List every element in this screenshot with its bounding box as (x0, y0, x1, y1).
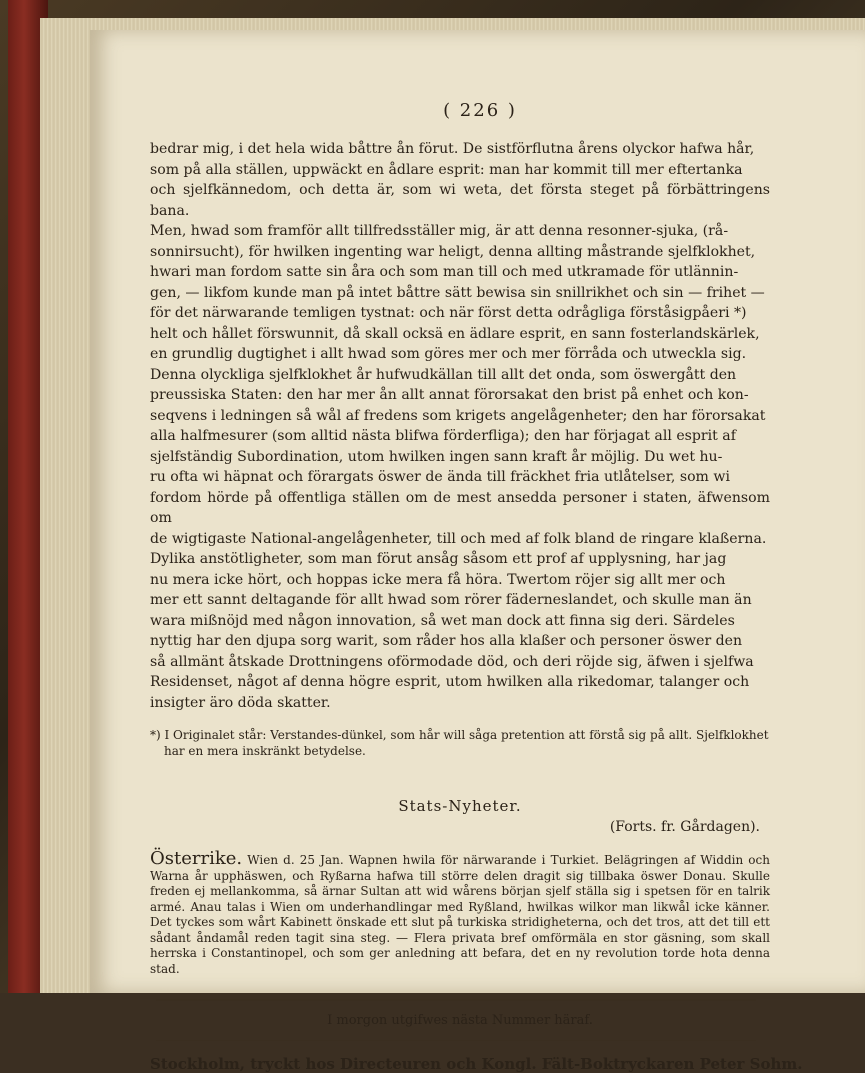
text-line: gen, — likfom kunde man på intet båttre sätt bewisa sin snillrikhet och sin — frihet — (150, 284, 765, 301)
text-line: en grundlig dugtighet i allt hwad som göres mer och mer förråda och utweckla sig. (150, 346, 747, 362)
text-line: bedrar mig, i det hela wida båttre ån förut. De sistförflutna årens olyckor hafwa hår, (150, 141, 755, 157)
divider-rule-thin (156, 1040, 756, 1041)
text-line: och sjelfkännedom, och detta är, som wi weta, det första steget på förbättringens bana. (150, 182, 770, 219)
next-issue-notice: I morgon utgifwes nästa Nummer häraf. (327, 1013, 593, 1028)
main-text (150, 139, 770, 713)
text-line: fordom hörde på offentliga ställen om de mest ansedda personer i staten, äfwensom om (150, 489, 770, 526)
divider-rule (156, 999, 756, 1001)
text-line: Dylika anstötligheter, som man förut ansåg såsom ett prof af upplysning, har jag (150, 551, 727, 567)
text-line: sonnirsucht), för hwilken ingenting war heligt, denna allting måstrande sjelfklokhet, (150, 243, 756, 260)
text-line: insigter äro döda skatter. (150, 694, 331, 711)
text-line: för det närwarande temligen tystnat: och när först detta odrågliga förståsigpåeri *) (150, 305, 747, 321)
text-line: wara mißnöjd med någon innovation, så wet man dock att finna sig deri. Särdeles (150, 612, 735, 629)
text-line: helt och hållet förswunnit, då skall ocksä en ädlare esprit, en sann fosterlandskärlek, (150, 325, 760, 342)
continuation-note: (Forts. fr. Gårdagen). (609, 819, 760, 835)
book-page (90, 30, 865, 1073)
text-line: nu mera icke hört, och hoppas icke mera få höra. Twertom röjer sig allt mer och (150, 571, 726, 588)
text-line: som på alla ställen, uppwäckt en ådlare esprit: man har kommit till mer eftertanka (150, 161, 743, 178)
footnote: *) I Originalet står: Verstandes-dünkel, som hår will såga pretention att förstå sig på allt. Sjelfklokhet har en mera inskränkt betydelse. (150, 728, 769, 758)
section-title: Stats-Nyheter. (398, 797, 522, 815)
page-content (150, 100, 803, 1073)
text-line: hwari man fordom satte sin åra och som man till och med utkramade för utlännin- (150, 264, 739, 280)
text-line: alla halfmesurer (som alltid nästa blifwa förderfliga); den har förjagat all esprit af (150, 428, 736, 444)
text-line: preussiska Staten: den har mer ån allt annat förorsakat den brist på enhet och kon- (150, 387, 749, 403)
page-number: ( 226 ) (443, 100, 517, 121)
printer-imprint: Stockholm, tryckt hos Directeuren och Kongl. Fält-Boktryckaren Peter Sohm. (150, 1055, 803, 1073)
news-text: Wien d. 25 Jan. Wapnen hwila för närwarande i Turkiet. Belägringen af Widdin och Warna år upphäswen, och Ryßarna hafwa till större delen dragit sig tillbaka öswer Donau. Skulle freden ej mellankomma, så ärnar Sultan att wid wårens början sjelf ställa sig i spetsen för en talrik armé. Anau talas i Wien om underhandlingar med Ryßland, hwilkas wilkor man likwål icke känner. Det tyckes som wårt Kabinett önskade ett slut på turkiska stridigheterna, och det tros, att det till ett sådant åndamål reden tagit sina steg. — Flera privata bref omförmäla en stor gäsning, som skall herrska i Constantinopel, och som ger anledning att befara, det en ny revolution torde hota denna stad. (150, 853, 770, 976)
news-country: Österrike. (150, 848, 243, 869)
text-line: de wigtigaste National-angelågenheter, till och med af folk bland de ringare klaßerna. (150, 530, 767, 547)
text-line: Denna olyckliga sjelfklokhet år hufwudkällan till allt det onda, som öswergått den (150, 366, 737, 383)
news-item (150, 848, 770, 977)
text-line: så allmänt åtskade Drottningens oförmodade död, och deri röjde sig, äfwen i sjelfwa (150, 653, 754, 670)
text-line: ru ofta wi häpnat och förargats öswer de ända till fräckhet fria utlåtelser, som wi (150, 469, 730, 485)
text-line: Residenset, något af denna högre esprit, utom hwilken alla rikedomar, talanger och (150, 674, 750, 690)
text-line: seqvens i ledningen så wål af fredens som krigets angelågenheter; den har förorsakat (150, 407, 766, 424)
text-line: Men, hwad som framför allt tillfredsställer mig, är att denna resonner-sjuka, (rå- (150, 223, 729, 239)
text-line: nyttig har den djupa sorg warit, som råder hos alla klaßer och personer öswer den (150, 633, 743, 649)
text-line: mer ett sannt deltagande för allt hwad som rörer fäderneslandet, och skulle man än (150, 592, 752, 608)
text-line: sjelfständig Subordination, utom hwilken ingen sann kraft år möjlig. Du wet hu- (150, 448, 723, 465)
